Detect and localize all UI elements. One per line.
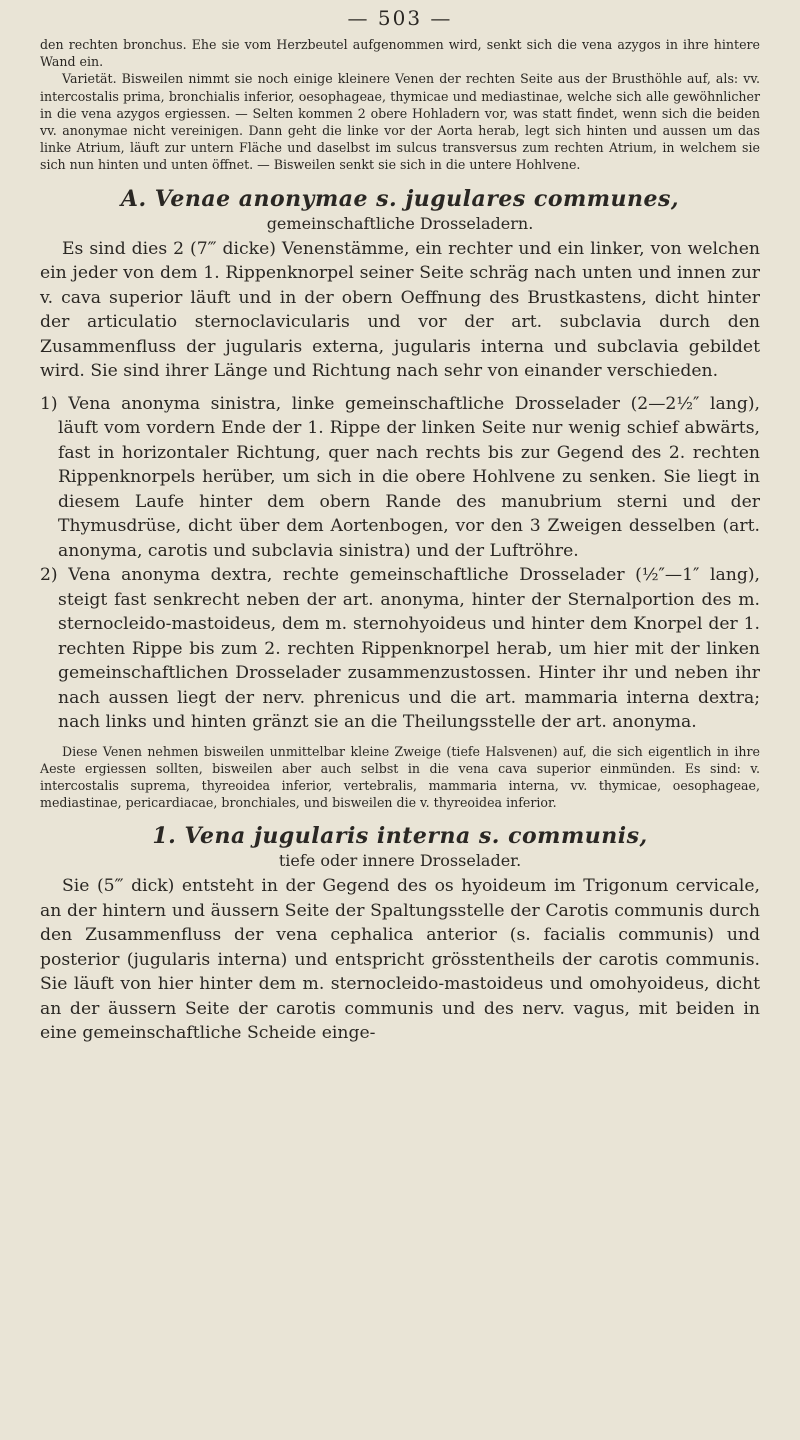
section-a-item-2: 2) Vena anonyma dextra, rechte gemeinschaftliche Drosselader (½″—1″ lang), steigt fast senkrecht neben der art. anonyma, hinter der Sternalportion des m. sternocleido-mastoideus, dem m. sternohyoideus und hinter dem Knorpel der 1. rechten Rippe bis zum 2. rechten Rippenknorpel herab, um hier mit der linken gemeinschaftlichen Drosselader zusammenzustossen. Hinter ihr und neben ihr nach aussen liegt der nerv. phrenicus und die art. mammaria interna dextra; nach links und hinten gränzt sie an die Theilungsstelle der art. anonyma. [40, 565, 760, 733]
section-a-paragraph-1: Es sind dies 2 (7‴ dicke) Venenstämme, ein rechter und ein linker, von welchen ein jeder von dem 1. Rippenknorpel seiner Seite schräg nach unten und innen zur v. cava superior läuft und in der obern Oeffnung des Brustkastens, dicht hinter der articulatio sternoclavicularis und vor der art. subclavia durch den Zusammenfluss der jugularis externa, jugularis interna und subclavia gebildet wird. Sie sind ihrer Länge und Richtung nach sehr von einander verschieden. [40, 238, 760, 382]
page-number: — 503 — [347, 6, 453, 30]
intro-paragraph-1: den rechten bronchus. Ehe sie vom Herzbeutel aufgenommen wird, senkt sich die vena azygos in ihre hintere Wand ein. [40, 37, 760, 70]
section-1-paragraph: Sie (5‴ dick) entsteht in der Gegend des os hyoideum im Trigonum cervicale, an der hintern und äussern Seite der Spaltungsstelle der Carotis communis durch den Zusammenfluss der vena cephalica anterior (s. facialis communis) und posterior (jugularis interna) und entspricht grösstentheils der carotis communis. Sie läuft von hier hinter dem m. sternocleido-mastoideus und omohyoideus, dicht an der äussern Seite der carotis communis und des nerv. vagus, mit beiden in eine gemeinschaftliche Scheide einge- [40, 876, 760, 1044]
section-a-subtitle: gemeinschaftliche Drosseladern. [266, 213, 534, 233]
varietaet-paragraph: Varietät. Bisweilen nimmt sie noch einige kleinere Venen der rechten Seite aus der Brusthöhle auf, als: vv. intercostalis prima, bronchialis inferior, oesophageae, thymicae und mediastinae, welche sich alle gewöhnlicher in die vena azygos ergiessen. — Selten kommen 2 obere Hohladern vor, was statt findet, wenn sich die beiden vv. anonymae nicht vereinigen. Dann geht die linke vor der Aorta herab, legt sich hinten und aussen um das linke Atrium, läuft zur untern Fläche und daselbst im sulcus transversus zum rechten Atrium, in welchem sie sich nun hinten und unten öffnet. — Bisweilen senkt sie sich in die untere Hohlvene. [40, 71, 760, 173]
section-1-subtitle: tiefe oder innere Drosselader. [278, 851, 522, 871]
section-a-item-1: 1) Vena anonyma sinistra, linke gemeinschaftliche Drosselader (2—2½″ lang), läuft vom vordern Ende der 1. Rippe der linken Seite nur wenig schief abwärts, fast in horizontaler Richtung, quer nach rechts bis zur Gegend des 2. rechten Rippenknorpels herüber, um sich in die obere Hohlvene zu senken. Sie liegt in diesem Laufe hinter dem obern Rande des manubrium sterni und der Thymusdrüse, dicht über dem Aortenbogen, vor den 3 Zweigen desselben (art. anonyma, carotis und subclavia sinistra) und der Luftröhre. [40, 393, 760, 561]
section-a-heading [40, 186, 760, 233]
section-a-note: Diese Venen nehmen bisweilen unmittelbar kleine Zweige (tiefe Halsvenen) auf, die sich eigentlich in ihre Aeste ergiessen sollten, bisweilen aber auch selbst in die vena cava superior einmünden. Es sind: v. intercostalis suprema, thyreoidea inferior, vertebralis, mammaria interna, vv. thymicae, oesophageae, mediastinae, pericardiacae, bronchiales, und bisweilen die v. thyreoidea inferior. [40, 743, 760, 811]
section-1-title: 1. Vena jugularis interna s. communis, [152, 823, 648, 850]
section-1-heading [40, 823, 760, 870]
section-a-title: A. Venae anonymae s. jugulares communes, [120, 185, 680, 212]
